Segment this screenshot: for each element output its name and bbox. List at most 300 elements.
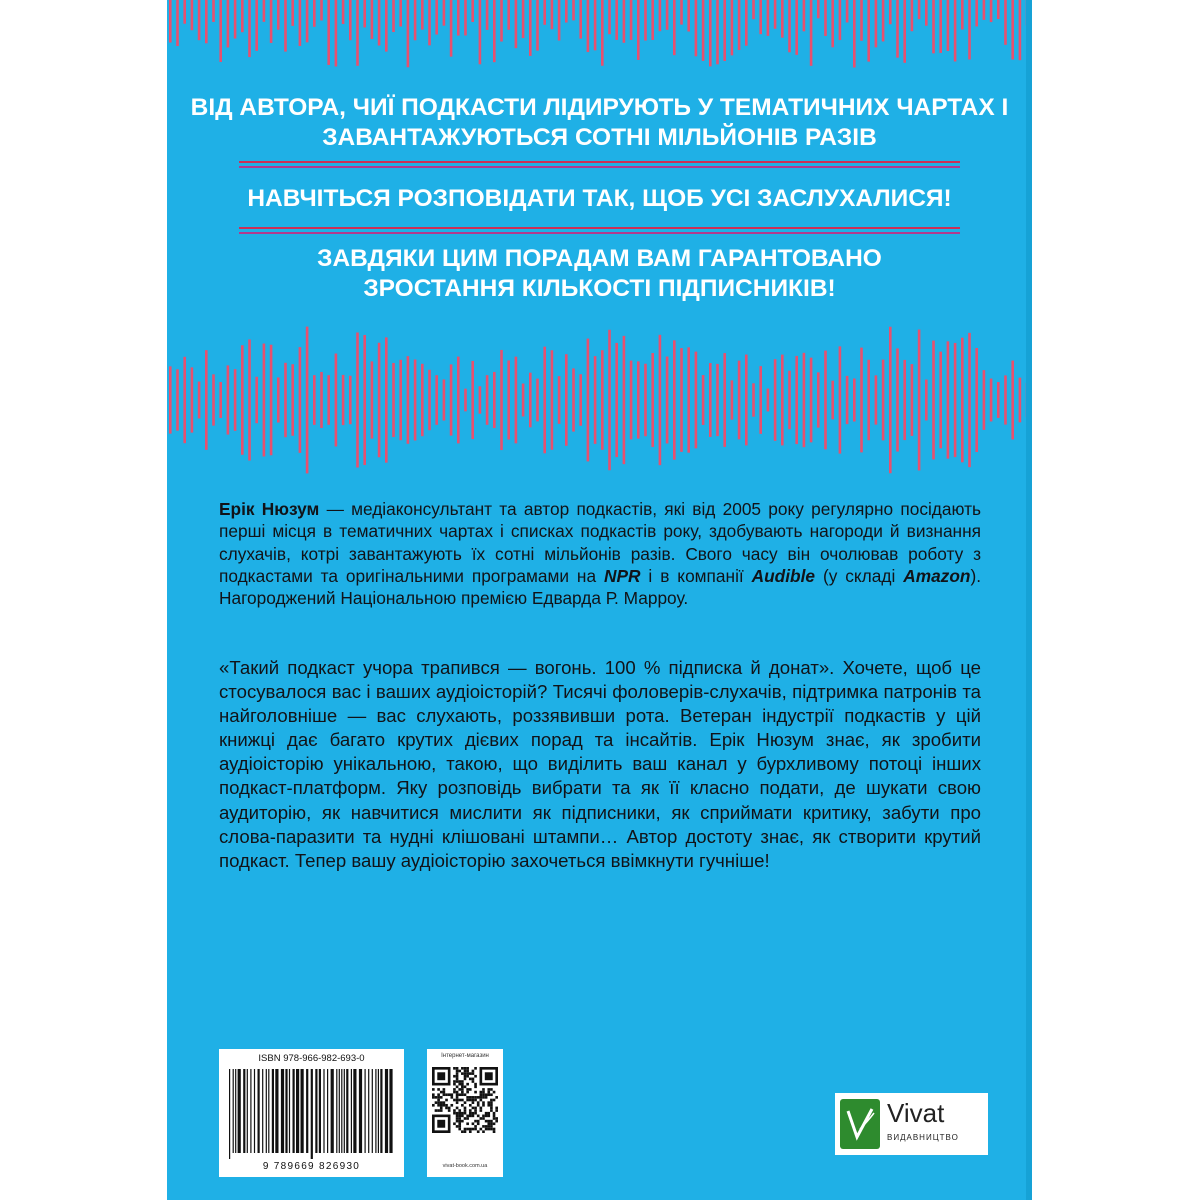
wave-bar xyxy=(255,0,258,51)
wave-bar xyxy=(601,350,604,450)
wave-bar xyxy=(860,0,863,41)
qr-module xyxy=(464,1093,467,1096)
barcode-bar xyxy=(247,1069,248,1153)
qr-module xyxy=(466,1096,469,1099)
qr-module xyxy=(432,1093,435,1096)
qr-code-panel xyxy=(427,1049,503,1177)
wave-bar xyxy=(731,380,734,419)
wave-bar xyxy=(630,361,633,440)
wave-bar xyxy=(925,380,928,421)
qr-module xyxy=(474,1109,477,1112)
wave-bar xyxy=(767,0,770,36)
barcode-bar xyxy=(315,1069,317,1153)
qr-module xyxy=(480,1096,483,1099)
wave-bar xyxy=(198,382,201,419)
wave-bar xyxy=(183,0,186,24)
qr-module xyxy=(456,1075,459,1078)
barcode-bar xyxy=(306,1069,308,1153)
barcode-icon xyxy=(223,1069,400,1159)
qr-module xyxy=(453,1067,456,1070)
qr-module xyxy=(461,1067,464,1070)
qr-module xyxy=(490,1104,493,1107)
headline-author-charts: ВІД АВТОРА, ЧИЇ ПОДКАСТИ ЛІДИРУЮТЬ У ТЕМАТИЧНИХ ЧАРТАХ І ЗАВАНТАЖУЮТЬСЯ СОТНІ МІЛЬЙОНІВ РАЗІВ xyxy=(190,94,1009,151)
qr-module xyxy=(456,1067,459,1070)
qr-module xyxy=(490,1088,493,1091)
wave-bar xyxy=(572,0,575,20)
qr-module xyxy=(437,1101,440,1104)
isbn-label: ISBN 978-966-982-693-0 xyxy=(258,1053,365,1064)
qr-module xyxy=(480,1093,483,1096)
wave-bar xyxy=(615,343,618,457)
wave-bar xyxy=(911,0,914,31)
qr-module xyxy=(472,1112,475,1115)
qr-module xyxy=(474,1075,477,1078)
wave-bar xyxy=(687,0,690,32)
qr-module xyxy=(466,1070,469,1073)
barcode-bar xyxy=(385,1069,388,1153)
qr-module xyxy=(461,1085,464,1088)
wave-bar xyxy=(659,335,662,465)
wave-bar xyxy=(313,375,316,425)
wave-bar xyxy=(551,0,554,29)
wave-bar xyxy=(183,357,186,443)
isbn-digits: 9 789669 826930 xyxy=(262,1161,361,1172)
qr-module xyxy=(472,1078,475,1081)
wave-bar xyxy=(565,354,568,446)
wave-bar xyxy=(241,345,244,455)
wave-bar xyxy=(939,0,942,53)
qr-module xyxy=(469,1128,472,1131)
wave-bar xyxy=(414,360,417,441)
wave-bar xyxy=(666,0,669,30)
qr-module xyxy=(485,1115,488,1118)
qr-module xyxy=(472,1122,475,1125)
qr-module xyxy=(435,1109,438,1112)
qr-module xyxy=(437,1099,440,1102)
qr-module xyxy=(472,1096,475,1099)
qr-module xyxy=(443,1093,446,1096)
qr-module xyxy=(464,1128,467,1131)
qr-module xyxy=(443,1088,446,1091)
qr-module xyxy=(466,1088,469,1091)
qr-module xyxy=(437,1120,445,1128)
qr-module xyxy=(456,1125,459,1128)
qr-module xyxy=(466,1072,469,1075)
wave-bar xyxy=(579,374,582,425)
wave-bar xyxy=(277,377,280,422)
barcode-bar xyxy=(346,1069,348,1153)
qr-module xyxy=(487,1122,490,1125)
qr-module xyxy=(495,1096,498,1099)
wave-bar xyxy=(601,0,604,66)
wave-bar xyxy=(536,379,539,422)
wave-bar xyxy=(428,0,431,45)
qr-module xyxy=(458,1122,461,1125)
qr-module xyxy=(437,1072,445,1080)
qr-module xyxy=(453,1088,456,1091)
wave-bar xyxy=(255,377,258,423)
qr-module xyxy=(480,1109,483,1112)
wave-bar xyxy=(219,382,222,418)
qr-module xyxy=(472,1107,475,1110)
wave-bar xyxy=(889,327,892,474)
wave-bar xyxy=(327,375,330,425)
barcode-bar xyxy=(331,1069,334,1153)
qr-module xyxy=(458,1125,461,1128)
qr-module xyxy=(461,1099,464,1102)
qr-module xyxy=(485,1093,488,1096)
wave-bar xyxy=(990,0,993,22)
wave-bar xyxy=(752,383,755,416)
wave-bar xyxy=(565,0,568,23)
qr-module xyxy=(477,1096,480,1099)
wave-bar xyxy=(212,0,215,22)
qr-module xyxy=(437,1104,440,1107)
wave-bar xyxy=(493,0,496,62)
qr-module xyxy=(464,1112,467,1115)
qr-module xyxy=(456,1101,459,1104)
barcode-bar xyxy=(262,1069,263,1153)
barcode-bar xyxy=(301,1069,304,1153)
wave-bar xyxy=(299,347,302,453)
barcode-bar xyxy=(311,1069,313,1159)
wave-bar xyxy=(932,0,935,53)
sound-wave-middle xyxy=(167,325,1032,475)
qr-module xyxy=(453,1080,456,1083)
wave-bar xyxy=(968,333,971,467)
wave-bar xyxy=(702,0,705,61)
qr-module xyxy=(466,1099,469,1102)
qr-module xyxy=(453,1091,456,1094)
publisher-name: Vivat xyxy=(887,1098,945,1128)
qr-module xyxy=(474,1083,477,1086)
qr-module xyxy=(461,1080,464,1083)
qr-module xyxy=(448,1107,451,1110)
qr-module xyxy=(450,1096,453,1099)
qr-module xyxy=(474,1099,477,1102)
divider-line-2 xyxy=(239,227,960,229)
wave-bar xyxy=(248,339,251,460)
qr-module xyxy=(458,1112,461,1115)
qr-module xyxy=(482,1093,485,1096)
wave-bar xyxy=(774,359,777,441)
qr-module xyxy=(461,1091,464,1094)
wave-bar xyxy=(507,360,510,439)
qr-module xyxy=(437,1096,440,1099)
brand-amazon: Amazon xyxy=(903,565,971,586)
wave-bar xyxy=(421,364,424,436)
wave-bar xyxy=(291,0,294,26)
barcode-bar xyxy=(243,1069,245,1153)
qr-module xyxy=(480,1107,483,1110)
wave-bar xyxy=(471,361,474,439)
qr-module xyxy=(464,1130,467,1133)
qr-module xyxy=(485,1128,488,1131)
qr-module xyxy=(440,1101,443,1104)
wave-bar xyxy=(997,0,1000,19)
qr-module xyxy=(443,1101,446,1104)
wave-bar xyxy=(867,360,870,440)
qr-module xyxy=(469,1112,472,1115)
barcode-bar xyxy=(351,1069,352,1153)
wave-bar xyxy=(407,356,410,444)
qr-module xyxy=(487,1128,490,1131)
qr-module xyxy=(464,1075,467,1078)
wave-bar xyxy=(507,0,510,30)
qr-code-icon xyxy=(432,1067,498,1133)
wave-bar xyxy=(479,386,482,413)
qr-module xyxy=(464,1101,467,1104)
wave-bar xyxy=(428,370,431,430)
qr-module xyxy=(493,1099,496,1102)
wave-bar xyxy=(767,389,770,412)
qr-module xyxy=(440,1107,443,1110)
wave-bar xyxy=(543,0,546,25)
qr-module xyxy=(469,1078,472,1081)
qr-module xyxy=(485,1125,488,1128)
qr-module xyxy=(487,1125,490,1128)
wave-bar xyxy=(234,0,237,39)
wave-bar xyxy=(263,0,266,22)
wave-bar xyxy=(954,0,957,61)
wave-bar xyxy=(558,376,561,424)
wave-bar xyxy=(1019,378,1022,423)
divider-line-1 xyxy=(239,161,960,163)
qr-module xyxy=(493,1130,496,1133)
wave-bar xyxy=(867,0,870,62)
qr-module xyxy=(469,1072,472,1075)
wave-bar xyxy=(774,0,777,29)
qr-module xyxy=(495,1107,498,1110)
wave-bar xyxy=(529,373,532,428)
wave-bar xyxy=(493,372,496,428)
qr-module xyxy=(490,1099,493,1102)
wave-bar xyxy=(421,0,424,30)
wave-bar xyxy=(450,364,453,435)
wave-bar xyxy=(414,0,417,40)
wave-bar xyxy=(486,375,489,425)
qr-module xyxy=(440,1096,443,1099)
wave-bar xyxy=(781,0,784,38)
publisher-subtitle: ВИДАВНИЦТВО xyxy=(887,1133,959,1142)
qr-module xyxy=(469,1099,472,1102)
wave-bar xyxy=(306,327,309,474)
qr-module xyxy=(456,1117,459,1120)
barcode-bar xyxy=(275,1069,278,1153)
barcode-bar xyxy=(344,1069,345,1153)
wave-bar xyxy=(169,366,172,433)
qr-module xyxy=(495,1120,498,1123)
barcode-bar xyxy=(319,1069,321,1153)
wave-bar xyxy=(392,363,395,437)
barcode-bar xyxy=(268,1069,269,1153)
qr-module xyxy=(466,1091,469,1094)
qr-module xyxy=(464,1107,467,1110)
qr-module xyxy=(453,1122,456,1125)
qr-module xyxy=(458,1117,461,1120)
qr-module xyxy=(461,1083,464,1086)
wave-bar xyxy=(572,368,575,431)
qr-module xyxy=(487,1088,490,1091)
barcode-bar xyxy=(368,1069,369,1153)
qr-module xyxy=(443,1104,446,1107)
wave-bar xyxy=(399,360,402,440)
qr-module xyxy=(495,1109,498,1112)
qr-module xyxy=(461,1115,464,1118)
wave-bar xyxy=(659,0,662,31)
barcode-bar xyxy=(339,1069,340,1153)
wave-bar xyxy=(371,0,374,39)
wave-bar xyxy=(723,0,726,61)
wave-bar xyxy=(1004,375,1007,424)
wave-bar xyxy=(443,0,446,26)
wave-bar xyxy=(284,363,287,437)
wave-bar xyxy=(846,376,849,424)
wave-bar xyxy=(666,357,669,444)
wave-bar xyxy=(443,379,446,420)
qr-module xyxy=(472,1072,475,1075)
qr-module xyxy=(458,1093,461,1096)
qr-module xyxy=(480,1128,483,1131)
wave-bar xyxy=(399,0,402,27)
qr-module xyxy=(482,1104,485,1107)
qr-module xyxy=(477,1101,480,1104)
wave-bar xyxy=(536,0,539,51)
wave-bar xyxy=(853,0,856,68)
qr-module xyxy=(493,1122,496,1125)
vivat-leaf-icon xyxy=(840,1099,880,1149)
wave-bar xyxy=(824,351,827,450)
wave-bar xyxy=(227,0,230,47)
wave-bar xyxy=(882,360,885,441)
wave-bar xyxy=(270,0,273,43)
qr-module xyxy=(487,1120,490,1123)
barcode-bar xyxy=(341,1069,342,1153)
wave-bar xyxy=(1011,0,1014,60)
publisher-logo xyxy=(835,1093,988,1155)
wave-bar xyxy=(875,0,878,47)
barcode-bar xyxy=(285,1069,287,1153)
qr-module xyxy=(432,1104,435,1107)
wave-bar xyxy=(608,0,611,34)
wave-bar xyxy=(608,330,611,470)
qr-module xyxy=(458,1070,461,1073)
wave-bar xyxy=(306,0,309,42)
barcode-bar xyxy=(235,1069,236,1153)
qr-module xyxy=(461,1104,464,1107)
qr-module xyxy=(466,1122,469,1125)
qr-module xyxy=(458,1080,461,1083)
wave-bar xyxy=(839,346,842,453)
qr-module xyxy=(464,1078,467,1081)
qr-module xyxy=(432,1088,435,1091)
wave-bar xyxy=(860,348,863,453)
qr-module xyxy=(464,1109,467,1112)
wave-bar xyxy=(745,355,748,446)
qr-module xyxy=(472,1128,475,1131)
qr-module xyxy=(474,1112,477,1115)
wave-bar xyxy=(846,0,849,22)
qr-module xyxy=(440,1109,443,1112)
wave-bar xyxy=(630,0,633,40)
wave-bar xyxy=(803,0,806,31)
wave-bar xyxy=(205,0,208,43)
wave-bar xyxy=(219,0,222,62)
barcode-bar xyxy=(323,1069,324,1153)
wave-bar xyxy=(752,0,755,19)
wave-bar xyxy=(169,0,172,43)
wave-bar xyxy=(457,0,460,36)
qr-module xyxy=(482,1091,485,1094)
qr-module xyxy=(490,1107,493,1110)
qr-bottom-label: vivat-book.com.ua xyxy=(442,1163,488,1169)
qr-module xyxy=(474,1096,477,1099)
qr-module xyxy=(485,1120,488,1123)
wave-bar xyxy=(623,0,626,43)
wave-bar xyxy=(975,348,978,452)
qr-module xyxy=(456,1096,459,1099)
qr-module xyxy=(435,1096,438,1099)
barcode-bar xyxy=(229,1069,230,1159)
barcode-bar xyxy=(365,1069,366,1153)
qr-module xyxy=(461,1112,464,1115)
wave-bar xyxy=(997,382,1000,418)
wave-bar xyxy=(594,0,597,50)
barcode-bar xyxy=(378,1069,379,1153)
wave-bar xyxy=(759,366,762,434)
brand-audible: Audible xyxy=(751,565,816,586)
wave-bar xyxy=(875,375,878,424)
wave-bar xyxy=(716,0,719,64)
wave-bar xyxy=(709,0,712,66)
qr-module xyxy=(474,1091,477,1094)
wave-bar xyxy=(515,357,518,444)
wave-bar xyxy=(745,0,748,46)
qr-module xyxy=(458,1115,461,1118)
barcode-bar xyxy=(258,1069,260,1153)
qr-module xyxy=(472,1099,475,1102)
wave-bar xyxy=(335,354,338,447)
wave-bar xyxy=(335,0,338,66)
wave-bar xyxy=(500,0,503,42)
wave-bar xyxy=(637,0,640,60)
wave-bar xyxy=(759,0,762,34)
qr-module xyxy=(458,1083,461,1086)
qr-module xyxy=(448,1093,451,1096)
wave-bar xyxy=(500,350,503,450)
wave-bar xyxy=(831,0,834,47)
qr-module xyxy=(456,1099,459,1102)
wave-bar xyxy=(954,343,957,457)
qr-module xyxy=(469,1115,472,1118)
wave-bar xyxy=(903,0,906,63)
wave-bar xyxy=(673,0,676,55)
wave-bar xyxy=(191,367,194,432)
qr-module xyxy=(469,1088,472,1091)
qr-module xyxy=(466,1115,469,1118)
wave-bar xyxy=(176,0,179,46)
qr-module xyxy=(445,1104,448,1107)
qr-module xyxy=(482,1125,485,1128)
wave-bar xyxy=(918,330,921,471)
qr-module xyxy=(437,1088,440,1091)
wave-bar xyxy=(522,0,525,38)
qr-module xyxy=(487,1091,490,1094)
qr-top-label: Інтернет-магазин xyxy=(441,1053,489,1059)
qr-module xyxy=(485,1072,493,1080)
wave-bar xyxy=(205,350,208,450)
wave-bar xyxy=(407,0,410,67)
